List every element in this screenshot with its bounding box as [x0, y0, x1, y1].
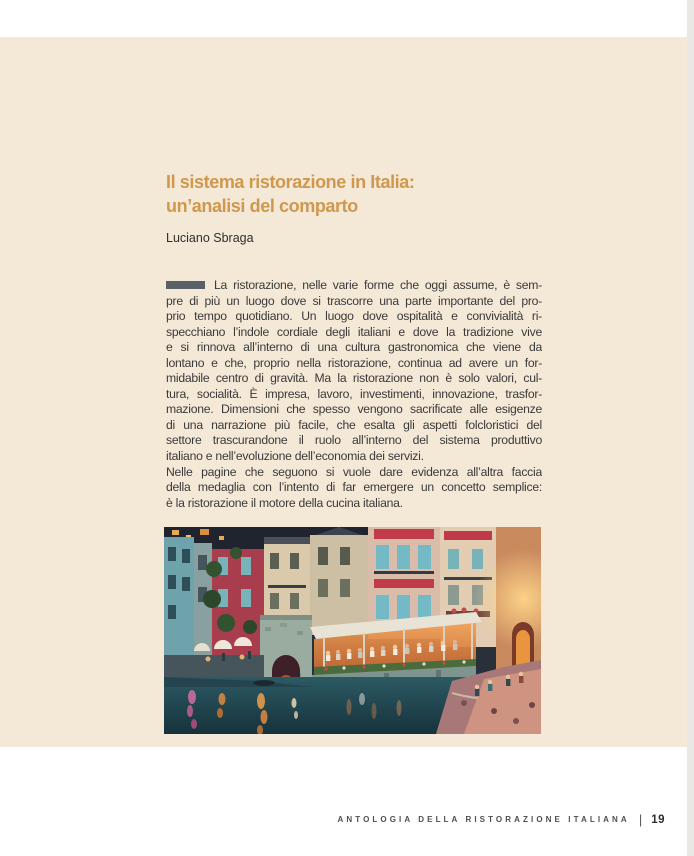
body-line: italiano e nell’evoluzione dell’economia dei servizi.	[166, 449, 424, 464]
body-line: lontano e che, proprio nella ristorazione, continua ad avere un for-	[166, 355, 542, 370]
body-line: è la ristorazione il motore della cucina italiana.	[166, 495, 403, 510]
body-line: pre di più un luogo dove si trascorre una parte importante del pro-	[166, 293, 542, 308]
body-line: Nelle pagine che seguono si vuole dare evidenza all’altra faccia	[166, 464, 542, 479]
body-line: prio tempo quotidiano. Un luogo dove ospitalità e convivialità ri-	[166, 309, 542, 324]
lake-water	[164, 677, 476, 734]
page-right-edge	[687, 0, 694, 856]
body-line: midabile centro di gravità. Ma la ristorazione non è solo valori, cul-	[166, 371, 542, 386]
body-line: tura, socialità. È impresa, lavoro, investimenti, innovazione, trasfor-	[166, 386, 542, 401]
title-line-2: un’analisi del comparto	[166, 196, 358, 216]
body-line	[166, 278, 542, 294]
body-line: e si rinnova all’interno di una cultura gastronomica che viene da	[166, 340, 542, 355]
page-number: 19	[651, 813, 665, 826]
body-line: della medaglia con l’intento di far emergere un concetto semplice:	[166, 480, 542, 495]
article-body	[166, 278, 542, 511]
body-line-text: La ristorazione, nelle varie forme che oggi assume, è sem-	[214, 278, 542, 292]
paragraph-lead-bar	[166, 281, 205, 289]
page-title	[166, 170, 414, 218]
body-line: di una narrazione più facile, che esalta gli aspetti folcloristici del	[166, 417, 542, 432]
photo-illustration	[164, 527, 541, 734]
lakeside-photo	[164, 527, 541, 734]
page-footer	[337, 812, 665, 827]
body-line: settore trascurandone il ruolo all’interno del sistema produttivo	[166, 433, 542, 448]
body-line: mazione. Dimensioni che spesso vengono sacrificate alle esigenze	[166, 402, 542, 417]
title-line-1: Il sistema ristorazione in Italia:	[166, 172, 415, 192]
author-name: Luciano Sbraga	[166, 231, 254, 245]
body-line: specchiano l’indole cordiale degli italiani e dove la tradizione vive	[166, 324, 542, 339]
footer-separator: |	[638, 812, 643, 827]
journal-title: ANTOLOGIA DELLA RISTORAZIONE ITALIANA	[337, 815, 630, 824]
